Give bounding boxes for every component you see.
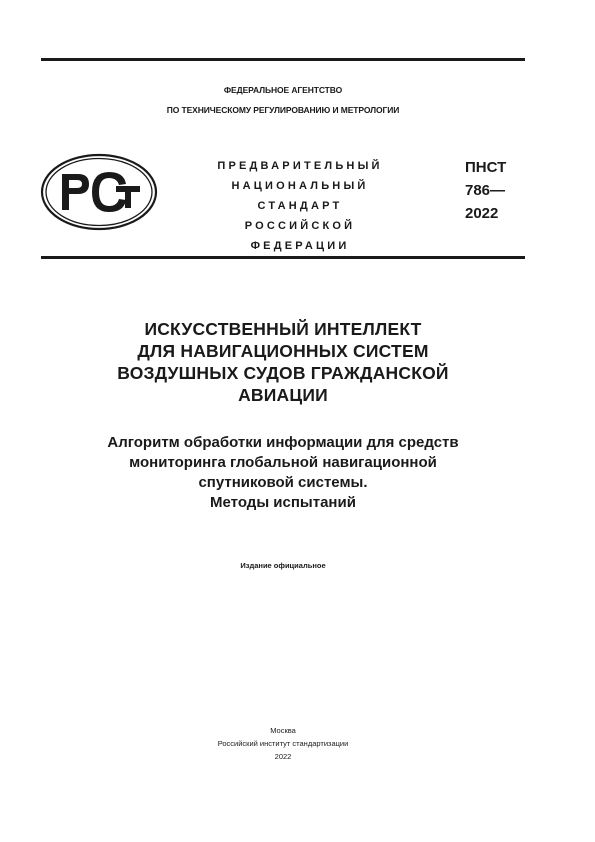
document-title (41, 318, 525, 406)
subtitle-line: Методы испытаний (210, 494, 356, 511)
standard-kind-line: РОССИЙСКОЙ (244, 220, 356, 232)
designation-line: 2022 (465, 205, 499, 222)
imprint-year: 2022 (274, 752, 292, 761)
designation-line: 786— (465, 182, 506, 199)
title-line: ИСКУССТВЕННЫЙ ИНТЕЛЛЕКТ (144, 319, 422, 339)
top-rule (41, 58, 525, 61)
title-line: ВОЗДУШНЫХ СУДОВ ГРАЖДАНСКОЙ (117, 363, 449, 383)
standard-kind (190, 156, 410, 256)
middle-rule (41, 256, 525, 259)
subtitle-line: мониторинга глобальной навигационной (129, 454, 437, 471)
agency-line-1: ФЕДЕРАЛЬНОЕ АГЕНТСТВО (223, 85, 343, 95)
title-line: АВИАЦИИ (238, 385, 328, 405)
standard-designation (465, 156, 506, 225)
standard-kind-line: ФЕДЕРАЦИИ (250, 240, 350, 252)
standard-kind-line: ПРЕДВАРИТЕЛЬНЫЙ (217, 160, 383, 172)
edition-note: Издание официальное (240, 561, 326, 570)
document-subtitle (41, 433, 525, 513)
standard-kind-line: НАЦИОНАЛЬНЫЙ (231, 180, 369, 192)
title-line: ДЛЯ НАВИГАЦИОННЫХ СИСТЕМ (137, 341, 429, 361)
designation-line: ПНСТ (465, 159, 507, 176)
gost-r-emblem-icon (40, 152, 158, 232)
subtitle-line: спутниковой системы. (198, 474, 368, 491)
imprint-publisher: Российский институт стандартизации (217, 739, 349, 748)
standard-kind-line: СТАНДАРТ (257, 200, 343, 212)
imprint (41, 724, 525, 763)
agency-line-2: ПО ТЕХНИЧЕСКОМУ РЕГУЛИРОВАНИЮ И МЕТРОЛОГИИ (166, 105, 400, 115)
subtitle-line: Алгоритм обработки информации для средств (107, 434, 459, 451)
imprint-city: Москва (270, 726, 296, 735)
agency-header (41, 80, 525, 120)
